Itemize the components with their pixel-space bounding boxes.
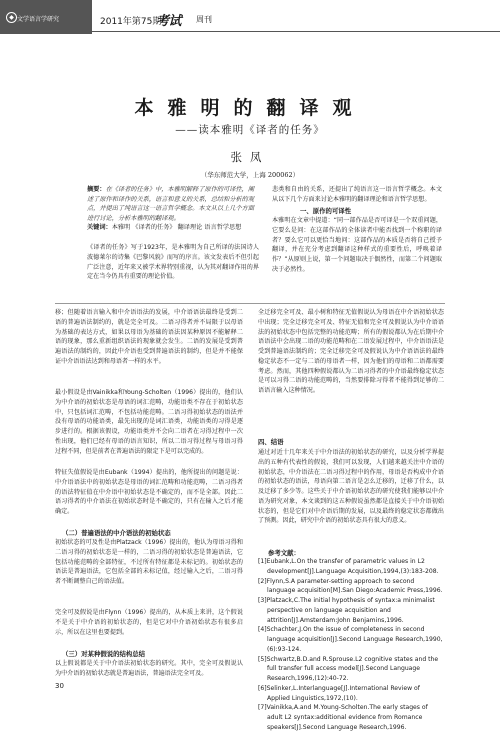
issue-label: 2011年第75期 [100, 17, 162, 27]
section-1-heading: 一、原作的可译性 [300, 207, 352, 215]
journal-brand: 考试 [156, 14, 182, 29]
keywords-label: 关键词： [87, 224, 112, 231]
references-heading: 参考文献： [268, 549, 300, 557]
reference-item: [1]Eubank,L.On the transfer of parametric values in L2 development[J].Language Acquisition,1994,(3):183-208. [258, 558, 439, 575]
keywords [87, 222, 259, 231]
section-4-heading: 四、结语 [258, 438, 284, 446]
reference-item: [4]Schachter,J.On the issue of completeness in second language acquisition[J].Second Language Research,1990,(6):93-124. [258, 626, 443, 653]
reference-item: [3]Platzack,C.The initial hypothesis of syntax:a minimalist perspective on language acquisition and attrition[J].Amsterdam:John Benjamins,1996. [258, 597, 435, 624]
right-paragraph-1: 全迁移完全可及、最小树和特征无值假说认为母语在中介语初始状态中出现；完全迁移完全可及、特征无值和完全可及假说认为中介语语法的初始状态中包括完整的功能范畴；所有的假说都认为在后期中介语语法中会出现二语的功能范畴和在二语发展过程中，中介语语法是受到普遍语法制约的；完全迁移完全可及假说认为中介语语法的最终稳定状态不一定与二语的母语者一样，因为他们的母语和二语都需要考虑。然而，其他四种假说都认为二语习得者的中介语最终稳定状态是可以习得二语的功能范畴的，当然要排除习得者不能得到足够的二语语言输入这种情况。 [258, 309, 444, 394]
author-name: 张凤 [230, 150, 270, 164]
left-paragraph-1: 移；但随着语言输入和中介语语法的发展，中介语语法最终是受到二语的普遍语法制约的，就是完全可及。二语习得者并不局限于以母语为基础的表达方式，如果以母语为基础的语法因某种原因不能解释二语的现象，那么重新组织语法的现象就会发生。二语的发展是受到普遍语法的制约的，因此中介语也受到普遍语法的制约，但是并不能保证中介语语法达到和母语者一样的水平。 [55, 309, 243, 365]
journal-logo-icon: ◆ [6, 12, 17, 23]
left-paragraph-2: 最小假设是由Vainikka和Young-Scholten（1996）提出的，他们认为中介语的初始状态是母语的词汇范畴，功能语类不存在于初始状态中，只包括词汇范畴，不包括功能范畴。二语习得初始状态的语法并没有母语的功能语类，最先出现的是词汇语类，功能语类的习得是逐步进行的。根据该假设，功能语类并不会向二语者在习得过程中一次性出现，他们已经有母语的语言知识，所以二语习得过程与母语习得过程不同，但是前者在普遍语法的限定下是可以完成的。 [55, 389, 243, 455]
section-1-paragraph: 本雅明在文章中提道：“同一部作品是否可译是一个双重问题，它要么是问：在这部作品的全体读者中能否找到一个称职的译者？要么它可以更恰当地问：这部作品的本质是否将自己授予翻译，并在充分考虑到翻译这种样式的重要性后，呼唤着译作？”从原则上说，第一个问题取决于偶然性，而第二个问题取决于必然性。 [272, 217, 442, 273]
column-tag-block [0, 0, 92, 34]
abstract [87, 185, 259, 223]
column-tag: 文学语言学研究 [17, 16, 60, 23]
references-list [258, 557, 443, 733]
right-paragraph-2: 通过对近十几年来关于中介语法的初始状态的研究，以及分析学界提出的五种有代表性的假说，我们可以发现，人们越来越关注中介语的初始状态，中介语法在二语习得过程中的作用，母语是否构成中介语的初始状态的语法，母语向第二语言是怎么迁移的，迁移了什么，以及迁移了多少等。这些关于中介语初始状态的研究使我们能够以中介语为研究对象，本文谈到的这五种假说虽然都是直接关于中介语初始状态的，但是它们对中介语后期的发展，以及最终的稳定状态都做出了预测。因此，研究中介语的初始状态具有很大的意义。 [258, 449, 444, 525]
left-paragraph-4: 初始状态的可及性是由Platzack（1996）提出的，他认为母语习得和二语习得的初始状态是一样的，二语习得的初始状态是普遍语法，它包括功能范畴的全部特征，不过所有特征都是未标记的。初始状态的语法是普遍语法，它包括全部的未标记值，经过输入之后，二语习得者不断调整自己的语法值。 [55, 539, 243, 585]
section-3-heading: （三）对某种假说的结构总结 [62, 650, 146, 658]
author-affiliation: （华东师范大学，上海 200062） [200, 171, 300, 179]
left-paragraph-3: 特征失值假说是由Eubank（1994）提出的，他所提出的问题是说：中介语语法中的初始状态是母语的词汇范畴和功能范畴，二语习得者的语法特征值在中介语中初始状态是不确定的，而不是全部。因此二语习得者的中介语法在初始状态时是不确定的，只有在输入之后才能确定。 [55, 469, 243, 515]
reference-item: [7]Vainikka,A.and M.Young-Scholten.The early stages of adult L2 syntax:additional evidence from Romance speakers[J].Second Language Research,1996. [258, 704, 428, 731]
intro-left-paragraph: 《译者的任务》写于1923年，是本雅明为自己所译的法国诗人波德莱尔的诗集《巴黎风貌》而写的序言。该文发表后不但引起广泛注意，近年来又被学术界特别重视，认为其对翻译作用的界定在当今仍具有重要的理论价值。 [87, 244, 259, 281]
abstract-text: 在《译者的任务》中，本雅明解释了原作的可译性，阐述了原作和译作的关系，语言和意义的关系，总结和分析的观点，并提出了纯语言这一语言哲学概念。本文从以上几个方面进行讨论，分析本雅明的翻译观。 [87, 186, 255, 222]
reference-item: [2]Flynn,S.A parameter-setting approach to second language acquisition[M].San Diego:Academic Press,1996. [258, 577, 443, 595]
journal-brand-sub: 周刊 [196, 15, 212, 24]
abstract-label: 摘要： [87, 186, 106, 193]
reference-item: [6]Selinker,L.Interlanguage[J].International Review of Applied Linguistics,1972,(10). [258, 684, 420, 702]
left-paragraph-5: 完全可及假说是由Flynn（1996）提出的，从本质上来讲，这个假说不是关于中介语的初始状态的，但是它对中介语初始状态有很多启示，所以在这里也要提到。 [55, 609, 243, 636]
header-rule [92, 31, 500, 32]
article-subtitle: ——读本雅明《译者的任务》 [175, 124, 325, 136]
page-number: 30 [55, 682, 64, 690]
intro-right-paragraph: 悲类和自由的关系，还提出了纯语言这一语言哲学概念。本文从以下几个方面来讨论本雅明的翻译理论和语言哲学思想。 [272, 186, 442, 203]
section-divider [55, 303, 445, 304]
article-title: 本雅明的翻译观 [134, 97, 366, 119]
keywords-text: 本雅明 《译者的任务》 翻译理论 语言哲学思想 [111, 224, 242, 231]
section-2-heading: （二）普遍语法的中介语法的初始状态 [62, 529, 171, 537]
left-paragraph-6: 以上假说都是关于中介语法初始状态的研究。其中，完全可及假说认为中介语的初始状态就是普遍语法，普遍语法完全可及。 [55, 660, 243, 677]
reference-item: [5]Schwartz,B.D.and R.Sprouse.L2 cognitive states and the full transfer full access model[J].Second Language Research,1996,(12):40-72. [258, 655, 439, 682]
page-header [0, 0, 500, 34]
